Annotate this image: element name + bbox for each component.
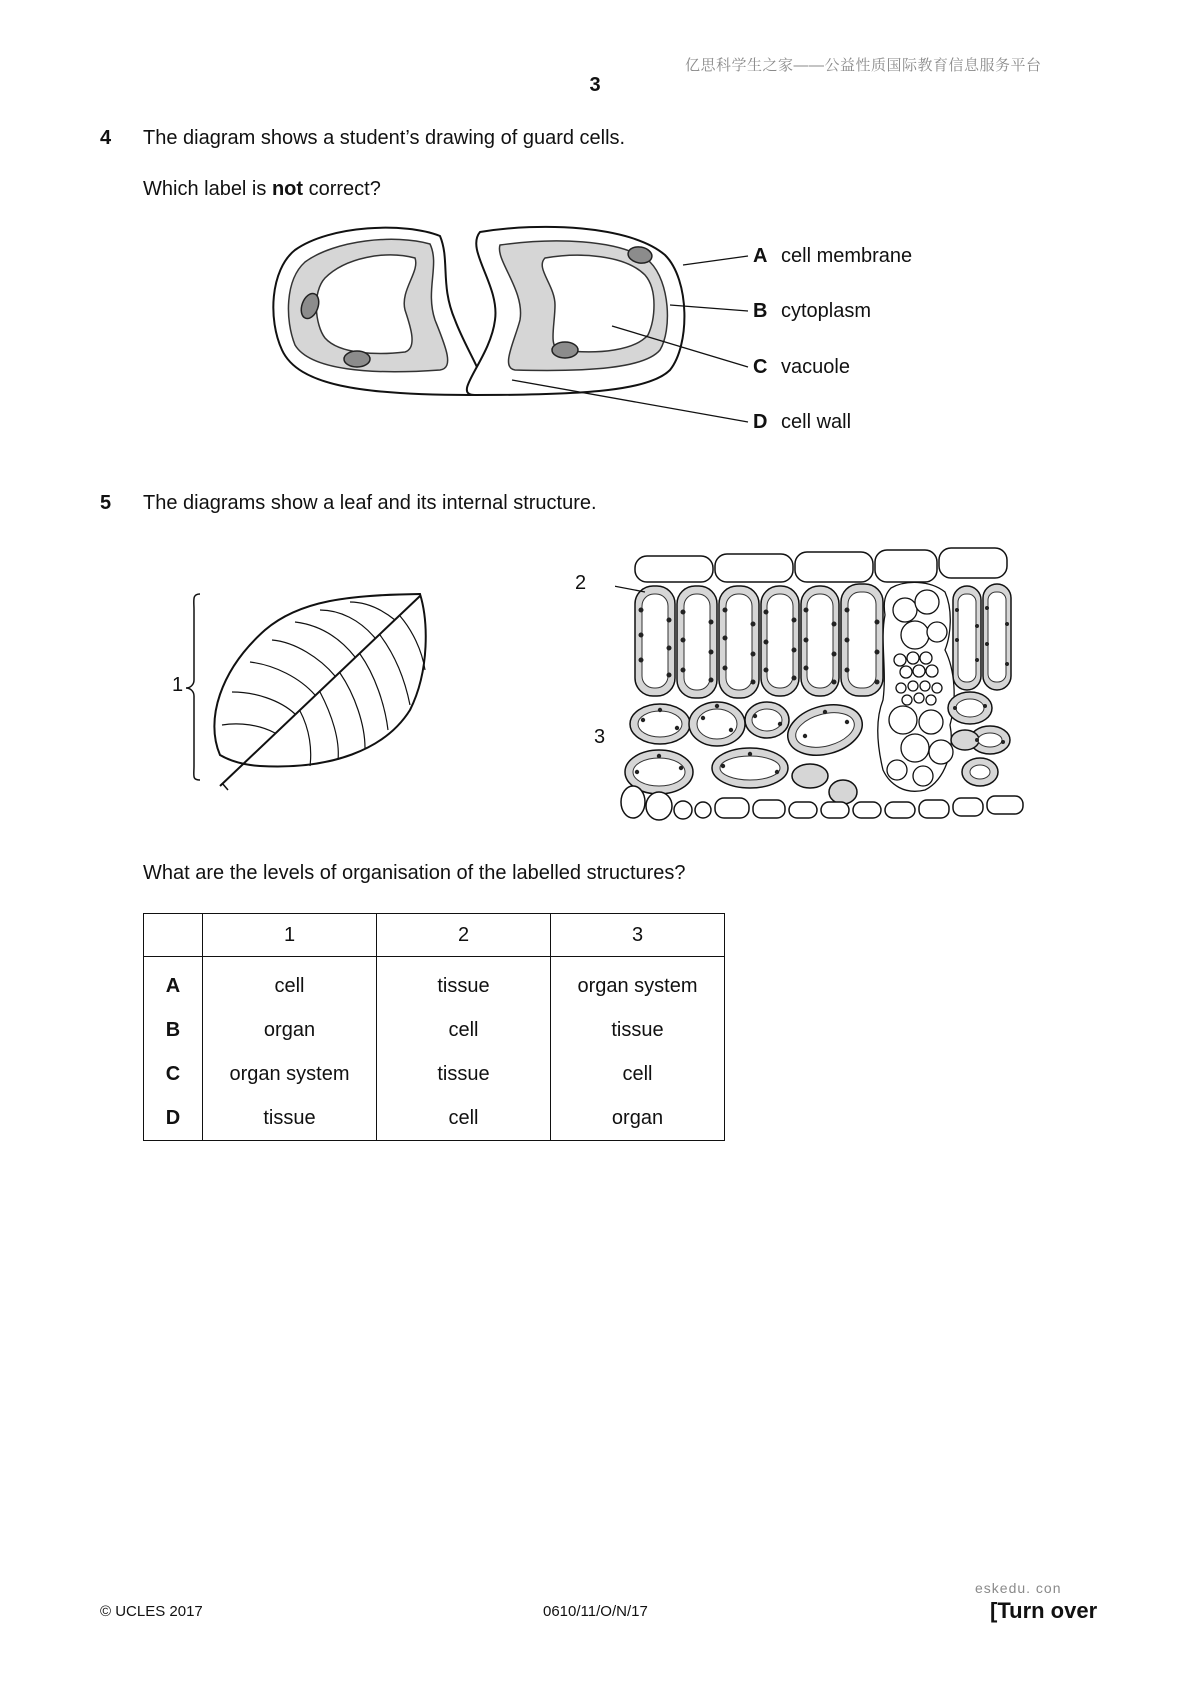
right-vacuole <box>542 255 654 352</box>
leaf-diagram <box>160 580 440 800</box>
option-key: D <box>144 1096 203 1141</box>
q4-number: 4 <box>100 127 112 149</box>
cross-section-label-3: 3 <box>594 726 606 748</box>
leaf-bracket <box>186 594 200 780</box>
leaf-label-1: 1 <box>172 674 184 696</box>
footer-watermark: eskedu. con <box>975 1580 1062 1596</box>
copyright: © UCLES 2017 <box>100 1603 203 1620</box>
table-cell: tissue <box>551 1008 725 1052</box>
option-key: C <box>144 1052 203 1096</box>
table-row <box>144 1008 725 1052</box>
table-header-1: 1 <box>203 914 377 957</box>
table-header-row <box>144 914 725 957</box>
q4-label-b: B cytoplasm <box>753 300 872 322</box>
table-cell: organ <box>203 1008 377 1052</box>
q5-number: 5 <box>100 492 112 514</box>
cross-section-label-2: 2 <box>575 572 587 594</box>
table-row <box>144 957 725 1009</box>
answer-table <box>143 913 725 1141</box>
option-key: A <box>144 957 203 1009</box>
left-chloroplast-2 <box>344 351 370 367</box>
q4-text: The diagram shows a student’s drawing of guard cells. <box>143 127 626 149</box>
table-cell: tissue <box>377 957 551 1009</box>
leader-a <box>683 256 748 265</box>
lower-epidermis <box>621 786 1023 820</box>
page-number: 3 <box>589 74 601 96</box>
paper-code: 0610/11/O/N/17 <box>543 1603 648 1620</box>
table-cell: cell <box>377 1096 551 1141</box>
q4-prompt: Which label is not correct? <box>143 178 381 200</box>
table-header-blank <box>144 914 203 957</box>
turn-over: [Turn over <box>990 1598 1098 1623</box>
table-header-2: 2 <box>377 914 551 957</box>
option-key: B <box>144 1008 203 1052</box>
table-cell: cell <box>203 957 377 1009</box>
table-cell: organ system <box>203 1052 377 1096</box>
vascular-bundle <box>878 582 954 791</box>
table-cell: organ <box>551 1096 725 1141</box>
leader-2 <box>615 582 645 592</box>
guard-cells-diagram <box>0 0 1190 460</box>
upper-epidermis <box>635 548 1007 582</box>
table-row <box>144 1096 725 1141</box>
table-header-3: 3 <box>551 914 725 957</box>
header-watermark: 亿思科学生之家——公益性质国际教育信息服务平台 <box>685 57 1042 74</box>
q5-text: The diagrams show a leaf and its internal structure. <box>143 492 597 514</box>
q4-label-a: A cell membrane <box>753 245 913 267</box>
right-chloroplast-2 <box>552 342 578 358</box>
table-cell: organ system <box>551 957 725 1009</box>
table-cell: tissue <box>377 1052 551 1096</box>
q4-label-d: D cell wall <box>753 411 852 433</box>
leaf-cross-section <box>615 540 1035 830</box>
table-cell: tissue <box>203 1096 377 1141</box>
table-cell: cell <box>377 1008 551 1052</box>
table-cell: cell <box>551 1052 725 1096</box>
q4-label-c: C vacuole <box>753 356 850 378</box>
q5-question: What are the levels of organisation of the labelled structures? <box>143 862 686 884</box>
table-row <box>144 1052 725 1096</box>
